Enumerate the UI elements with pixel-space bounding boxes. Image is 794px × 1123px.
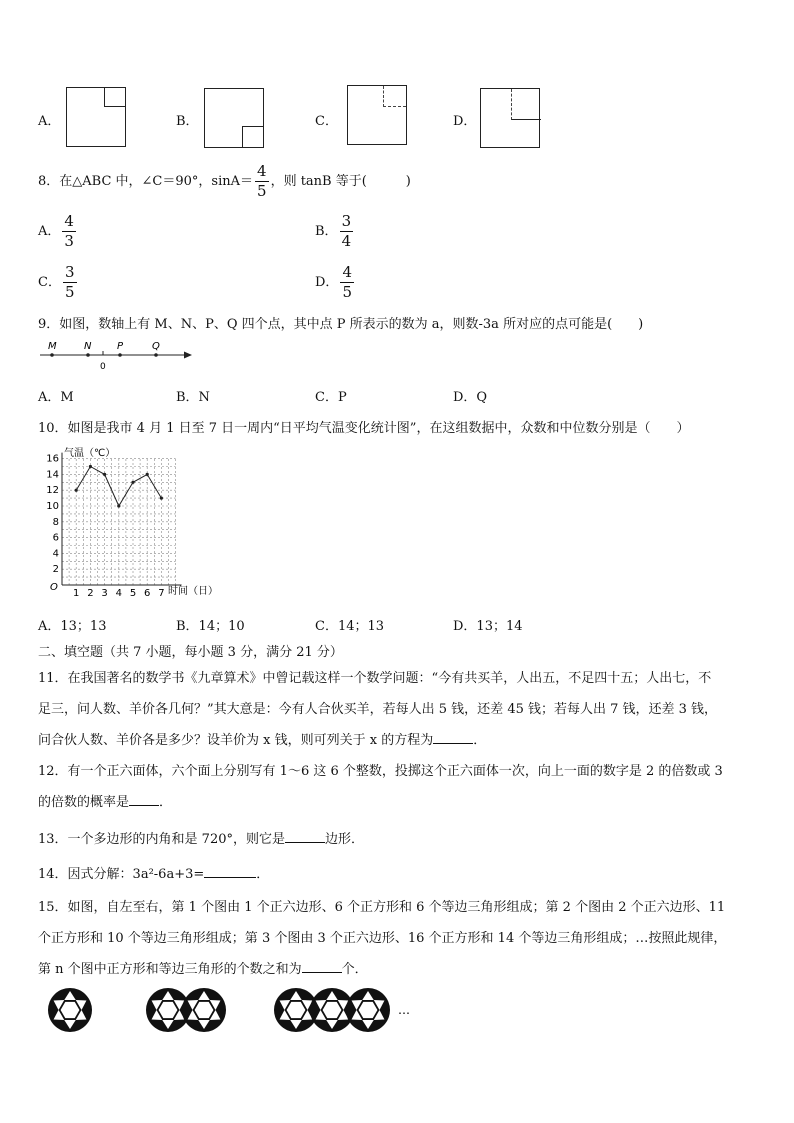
- q7-figure-b: [204, 88, 264, 148]
- q9-option-a: A．M: [38, 390, 74, 405]
- q8-text-pre: 8．在△ABC 中，∠C＝90°，sinA＝: [38, 174, 254, 189]
- answer-blank[interactable]: [129, 793, 159, 806]
- q11-line-3: [38, 729, 486, 748]
- option-label: A．: [38, 224, 61, 239]
- data-point: [89, 465, 92, 468]
- x-tick-label: 4: [115, 588, 122, 599]
- q9-option-c: C．P: [315, 390, 347, 405]
- q8-text-post: ，则 tanB 等于( ): [270, 174, 411, 189]
- x-tick-label: 2: [87, 588, 94, 599]
- answer-blank[interactable]: [204, 865, 256, 878]
- pattern-figure: [274, 988, 390, 1032]
- hexagon: [358, 1001, 378, 1018]
- q11-line-2: 足三，问人数、羊价各几何？”其大意是：今有人合伙买羊，若每人出 5 钱，还差 45 钱；若每人出 7 钱，还差 3 钱，: [38, 702, 718, 717]
- q14-end: ．: [256, 867, 270, 882]
- label-n: N: [84, 341, 92, 352]
- q15-line-2: 个正方形和 10 个等边三角形组成；第 3 个图由 3 个正六边形、16 个正方形和 14 个等边三角形组成；…按照此规律，: [38, 931, 727, 946]
- dashed-corner-square: [383, 86, 406, 107]
- option-label: B．: [315, 224, 338, 239]
- y-tick-label: 10: [46, 501, 59, 512]
- q7-figure-c: [347, 85, 407, 145]
- y-tick-label: 12: [46, 485, 59, 497]
- point-p: [118, 353, 122, 357]
- q12-line-2: [38, 791, 172, 810]
- hexagon: [194, 1001, 214, 1018]
- fraction-denominator: 5: [257, 182, 267, 200]
- q14-stem: [38, 863, 269, 882]
- q12-end: ．: [159, 795, 173, 810]
- data-point: [103, 473, 106, 476]
- q11-text: 问合伙人数、羊价各是多少？设羊价为 x 钱，则可列关于 x 的方程为: [38, 733, 434, 748]
- data-point: [131, 481, 134, 484]
- q10-stem: 10．如图是我市 4 月 1 日至 7 日一周内“日平均气温变化统计图”，在这组数据中，众数和中位数分别是（ ）: [38, 421, 690, 436]
- q9-option-b: B．N: [176, 390, 210, 405]
- q7-figure-a: [66, 87, 126, 147]
- y-tick-label: 4: [52, 548, 59, 560]
- x-tick-label: 7: [158, 588, 165, 599]
- section-heading: 二、填空题（共 7 小题，每小题 3 分，满分 21 分）: [38, 645, 343, 660]
- point-q: [154, 353, 158, 357]
- point-m: [50, 353, 54, 357]
- q7-option-c-label: C．: [315, 114, 338, 129]
- q12-text: 的倍数的概率是: [38, 795, 130, 810]
- q9-option-d: D．Q: [453, 390, 488, 405]
- chart-ylabel: 气温（℃）: [64, 448, 116, 459]
- q7-option-b-label: B．: [176, 114, 199, 129]
- answer-blank[interactable]: [285, 830, 325, 843]
- hexagon: [322, 1001, 342, 1018]
- q8-option-a: [38, 214, 78, 249]
- q8-fraction: [255, 164, 269, 199]
- label-zero: 0: [100, 362, 106, 372]
- q13-stem: [38, 828, 364, 847]
- q15-line-1: 15．如图，自左至右，第 1 个图由 1 个正六边形、6 个正方形和 6 个等边三角形组成；第 2 个图由 2 个正六边形、11: [38, 900, 726, 915]
- q15-pattern-figures: [38, 982, 438, 1042]
- y-tick-label: 2: [52, 564, 59, 576]
- q9-stem: 9．如图，数轴上有 M、N、P、Q 四个点，其中点 P 所表示的数为 a，则数-3a 所对应的点可能是( ): [38, 317, 644, 332]
- q7-option-a-label: A．: [38, 114, 61, 129]
- q8-stem: [38, 164, 411, 199]
- chart-origin: O: [50, 582, 58, 593]
- fraction-denominator: 5: [64, 283, 75, 301]
- fraction-denominator: 5: [342, 283, 352, 301]
- q15-end: 个．: [341, 962, 368, 977]
- data-point: [117, 504, 120, 507]
- x-tick-label: 3: [101, 588, 108, 599]
- fraction-numerator: 4: [257, 162, 267, 180]
- fraction-numerator: 4: [342, 263, 352, 281]
- q11-end: ．: [473, 733, 487, 748]
- answer-blank[interactable]: [433, 731, 473, 744]
- point-n: [86, 353, 90, 357]
- label-q: Q: [152, 341, 160, 352]
- y-tick-label: 6: [52, 532, 59, 544]
- label-p: P: [117, 341, 124, 352]
- q8-option-b: [315, 214, 355, 249]
- fraction-numerator: 3: [341, 212, 352, 230]
- chart-xlabel: 时间（日）: [168, 586, 218, 597]
- y-tick-label: 8: [52, 516, 59, 528]
- data-point: [146, 473, 149, 476]
- corner-square: [242, 126, 263, 147]
- q8-option-d: [315, 265, 356, 300]
- q13-text-post: 边形．: [325, 832, 365, 847]
- q8-option-c: [38, 265, 79, 300]
- inner-rectangle: [511, 89, 541, 120]
- q7-option-d-label: D．: [453, 114, 477, 129]
- answer-blank[interactable]: [302, 960, 342, 973]
- q7-figure-d: [480, 88, 540, 148]
- q12-line-1: 12．有一个正六面体，六个面上分别写有 1～6 这 6 个整数，投掷这个正六面体一次，向上一面的数字是 2 的倍数或 3: [38, 764, 723, 779]
- fraction-denominator: 3: [64, 232, 74, 250]
- arrow-head-icon: [184, 352, 192, 359]
- ellipsis: …: [398, 1003, 410, 1017]
- label-m: M: [48, 341, 57, 352]
- q9-number-line: [36, 337, 196, 373]
- fraction-denominator: 4: [341, 232, 352, 250]
- data-point: [75, 489, 78, 492]
- q10-option-b: B．14；10: [176, 619, 245, 634]
- option-label: D．: [315, 275, 339, 290]
- x-tick-label: 1: [73, 588, 80, 599]
- hexagon: [158, 1001, 178, 1018]
- q15-line-3: [38, 958, 368, 977]
- q10-option-a: A．13；13: [38, 619, 107, 634]
- pattern-figure: [48, 988, 92, 1032]
- chart-grid: [62, 459, 176, 585]
- pattern-figure: [146, 988, 226, 1032]
- q10-option-c: C．14；13: [315, 619, 385, 634]
- corner-square: [104, 88, 125, 107]
- q10-temperature-chart: [40, 442, 240, 602]
- chart-axes: [62, 453, 182, 585]
- y-tick-label: 16: [46, 453, 59, 465]
- y-tick-label: 14: [46, 469, 59, 481]
- data-point: [160, 497, 163, 500]
- fraction-numerator: 4: [64, 212, 74, 230]
- fraction-numerator: 3: [64, 263, 75, 281]
- q15-text: 第 n 个图中正方形和等边三角形的个数之和为: [38, 962, 302, 977]
- hexagon: [286, 1001, 306, 1018]
- option-label: C．: [38, 275, 61, 290]
- x-tick-label: 5: [129, 588, 137, 599]
- x-tick-label: 6: [144, 588, 151, 599]
- q14-text: 14．因式分解：3a²-6a+3=: [38, 867, 205, 882]
- q13-text: 13．一个多边形的内角和是 720°，则它是: [38, 832, 285, 847]
- hexagon: [60, 1001, 80, 1018]
- q10-option-d: D．13；14: [453, 619, 523, 634]
- q11-line-1: 11．在我国著名的数学书《九章算术》中曾记载这样一个数学问题：“今有共买羊，人出五，不足四十五；人出七，不: [38, 671, 712, 686]
